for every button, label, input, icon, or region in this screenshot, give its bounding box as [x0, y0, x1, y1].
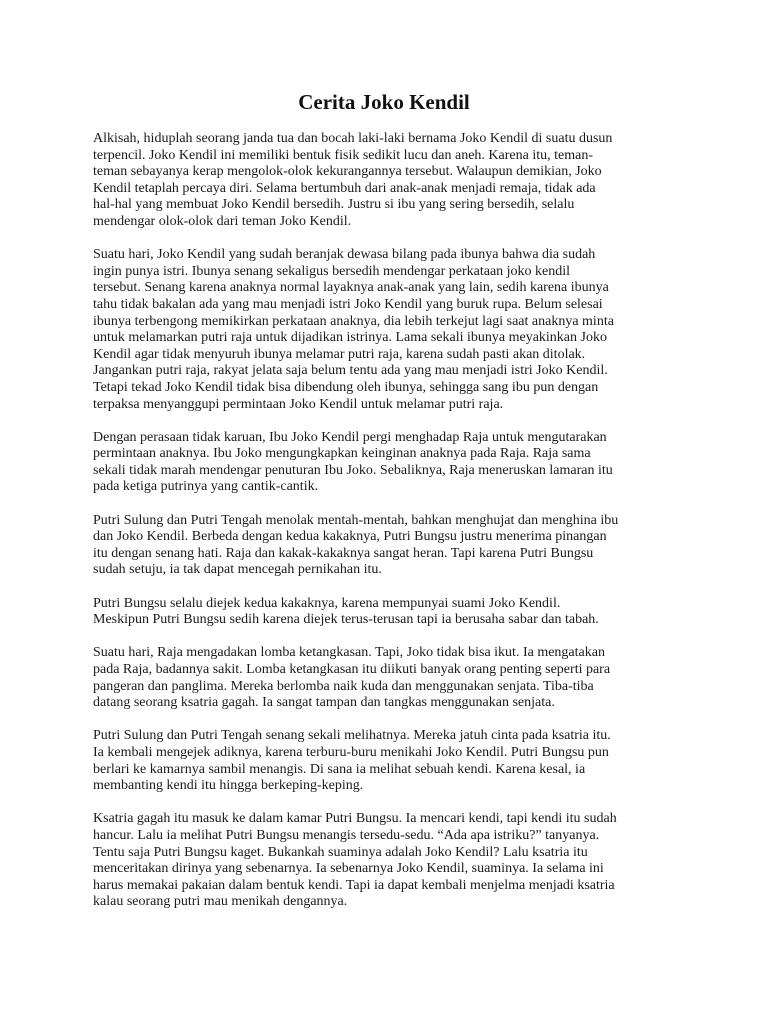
paragraph-line: ibunya terbengong memikirkan perkataan anaknya, dia lebih terkejut lagi saat anaknya minta	[93, 313, 614, 329]
paragraph-line: terpencil. Joko Kendil ini memiliki bentuk fisik sedikit lucu dan aneh. Karena itu, teman-	[93, 147, 593, 163]
paragraph-line: Jangankan putri raja, rakyat jelata saja belum tentu ada yang mau menjadi istri Joko Kendil.	[93, 363, 608, 379]
paragraph-line: teman sebayanya kerap mengolok-olok kekurangannya tersebut. Walaupun demikian, Joko	[93, 164, 602, 180]
paragraph-line: Ia kembali mengejek adiknya, karena terburu-buru menikahi Joko Kendil. Putri Bungsu pun	[93, 744, 609, 760]
paragraph-line: Kendil tetaplah percaya diri. Selama bertumbuh dari anak-anak menjadi remaja, tidak ada	[93, 180, 596, 196]
paragraph	[93, 811, 685, 911]
paragraph-line: Putri Sulung dan Putri Tengah senang sekali melihatnya. Mereka jatuh cinta pada ksatria itu.	[93, 728, 611, 744]
paragraph-line: untuk melamarkan putri raja untuk dijadikan istrinya. Lama sekali ibunya meyakinkan Joko	[93, 330, 607, 346]
paragraph-line: harus memakai pakaian dalam bentuk kendi. Tapi ia dapat kembali menjelma menjadi ksatria	[93, 877, 615, 893]
paragraph	[93, 513, 685, 579]
paragraph-line: Tentu saja Putri Bungsu kaget. Bukankah suaminya adalah Joko Kendil? Lalu ksatria itu	[93, 844, 588, 860]
paragraph-line: dan Joko Kendil. Berbeda dengan kedua kakaknya, Putri Bungsu justru menerima pinangan	[93, 529, 607, 545]
paragraph	[93, 645, 685, 711]
paragraph-line: tahu tidak bakalan ada yang mau menjadi istri Joko Kendil yang buruk rupa. Belum selesai	[93, 296, 603, 312]
paragraph-line: pada Raja, badannya sakit. Lomba ketangkasan itu diikuti banyak orang penting seperti para	[93, 662, 611, 677]
document-body	[93, 131, 685, 928]
paragraph-line: Meskipun Putri Bungsu sedih karena diejek terus-terusan tapi ia berusaha sabar dan tabah.	[93, 612, 599, 628]
paragraph	[93, 430, 685, 496]
paragraph-line: Kendil agar tidak menyuruh ibunya melamar putri raja, karena sudah pasti akan ditolak.	[93, 346, 586, 362]
paragraph-line: menceritakan dirinya yang sebenarnya. Ia sebenarnya Joko Kendil, suaminya. Ia selama ini	[93, 861, 604, 877]
paragraph-line: pada ketiga putrinya yang cantik-cantik.	[93, 479, 319, 495]
paragraph-line: Putri Bungsu selalu diejek kedua kakaknya, karena mempunyai suami Joko Kendil.	[93, 595, 561, 611]
paragraph-line: Suatu hari, Raja mengadakan lomba ketangkasan. Tapi, Joko tidak bisa ikut. Ia mengatakan	[93, 645, 605, 661]
paragraph-line: sudah setuju, ia tak dapat mencegah pernikahan itu.	[93, 562, 382, 578]
paragraph	[93, 596, 685, 629]
paragraph	[93, 247, 685, 413]
paragraph-line: pangeran dan panglima. Mereka berlomba naik kuda dan menggunakan senjata. Tiba-tiba	[93, 678, 594, 694]
paragraph-line: datang seorang ksatria gagah. Ia sangat tampan dan tangkas menggunakan senjata.	[93, 695, 555, 711]
paragraph-line: tersebut. Senang karena anaknya normal layaknya anak-anak yang lain, sedih karena ibunya	[93, 280, 609, 296]
paragraph-line: ingin punya istri. Ibunya senang sekaligus bersedih mendengar perkataan joko kendil	[93, 263, 571, 279]
paragraph-line: Dengan perasaan tidak karuan, Ibu Joko Kendil pergi menghadap Raja untuk mengutarakan	[93, 429, 607, 445]
paragraph-line: Putri Sulung dan Putri Tengah menolak mentah-mentah, bahkan menghujat dan menghina ibu	[93, 512, 619, 528]
paragraph-line: membanting kendi itu hingga berkeping-keping.	[93, 778, 364, 794]
paragraph-line: kalau seorang putri mau menikah dengannya.	[93, 894, 348, 910]
paragraph-line: sekali tidak marah mendengar penuturan Ibu Joko. Sebaliknya, Raja meneruskan lamaran itu	[93, 462, 613, 478]
paragraph-line: Tetapi tekad Joko Kendil tidak bisa dibendung oleh ibunya, sehingga sang ibu pun dengan	[93, 379, 599, 395]
paragraph-line: hal-hal yang membuat Joko Kendil bersedih. Justru si ibu yang sering bersedih, selalu	[93, 197, 575, 213]
paragraph-line: mendengar olok-olok dari teman Joko Kendil.	[93, 213, 352, 229]
paragraph-line: berlari ke kamarnya sambil menangis. Di sana ia melihat sebuah kendi. Karena kesal, ia	[93, 761, 586, 777]
paragraph-line: permintaan anaknya. Ibu Joko mengungkapkan keinginan anaknya pada Raja. Raja sama	[93, 446, 591, 462]
paragraph-line: Ksatria gagah itu masuk ke dalam kamar Putri Bungsu. Ia mencari kendi, tapi kendi itu sudah	[93, 811, 617, 827]
paragraph	[93, 728, 685, 794]
document-title: Cerita Joko Kendil	[298, 90, 470, 114]
paragraph	[93, 131, 685, 231]
paragraph-line: terpaksa menyanggupi permintaan Joko Kendil untuk melamar putri raja.	[93, 396, 504, 412]
paragraph-line: Suatu hari, Joko Kendil yang sudah beranjak dewasa bilang pada ibunya bahwa dia sudah	[93, 247, 596, 263]
paragraph-line: itu dengan senang hati. Raja dan kakak-kakaknya sangat heran. Tapi karena Putri Bungsu	[93, 545, 594, 561]
paragraph-line: Alkisah, hiduplah seorang janda tua dan bocah laki-laki bernama Joko Kendil di suatu dusun	[93, 131, 613, 146]
paragraph-line: hancur. Lalu ia melihat Putri Bungsu menangis tersedu-sedu. “Ada apa istriku?” tanyanya.	[93, 827, 600, 843]
